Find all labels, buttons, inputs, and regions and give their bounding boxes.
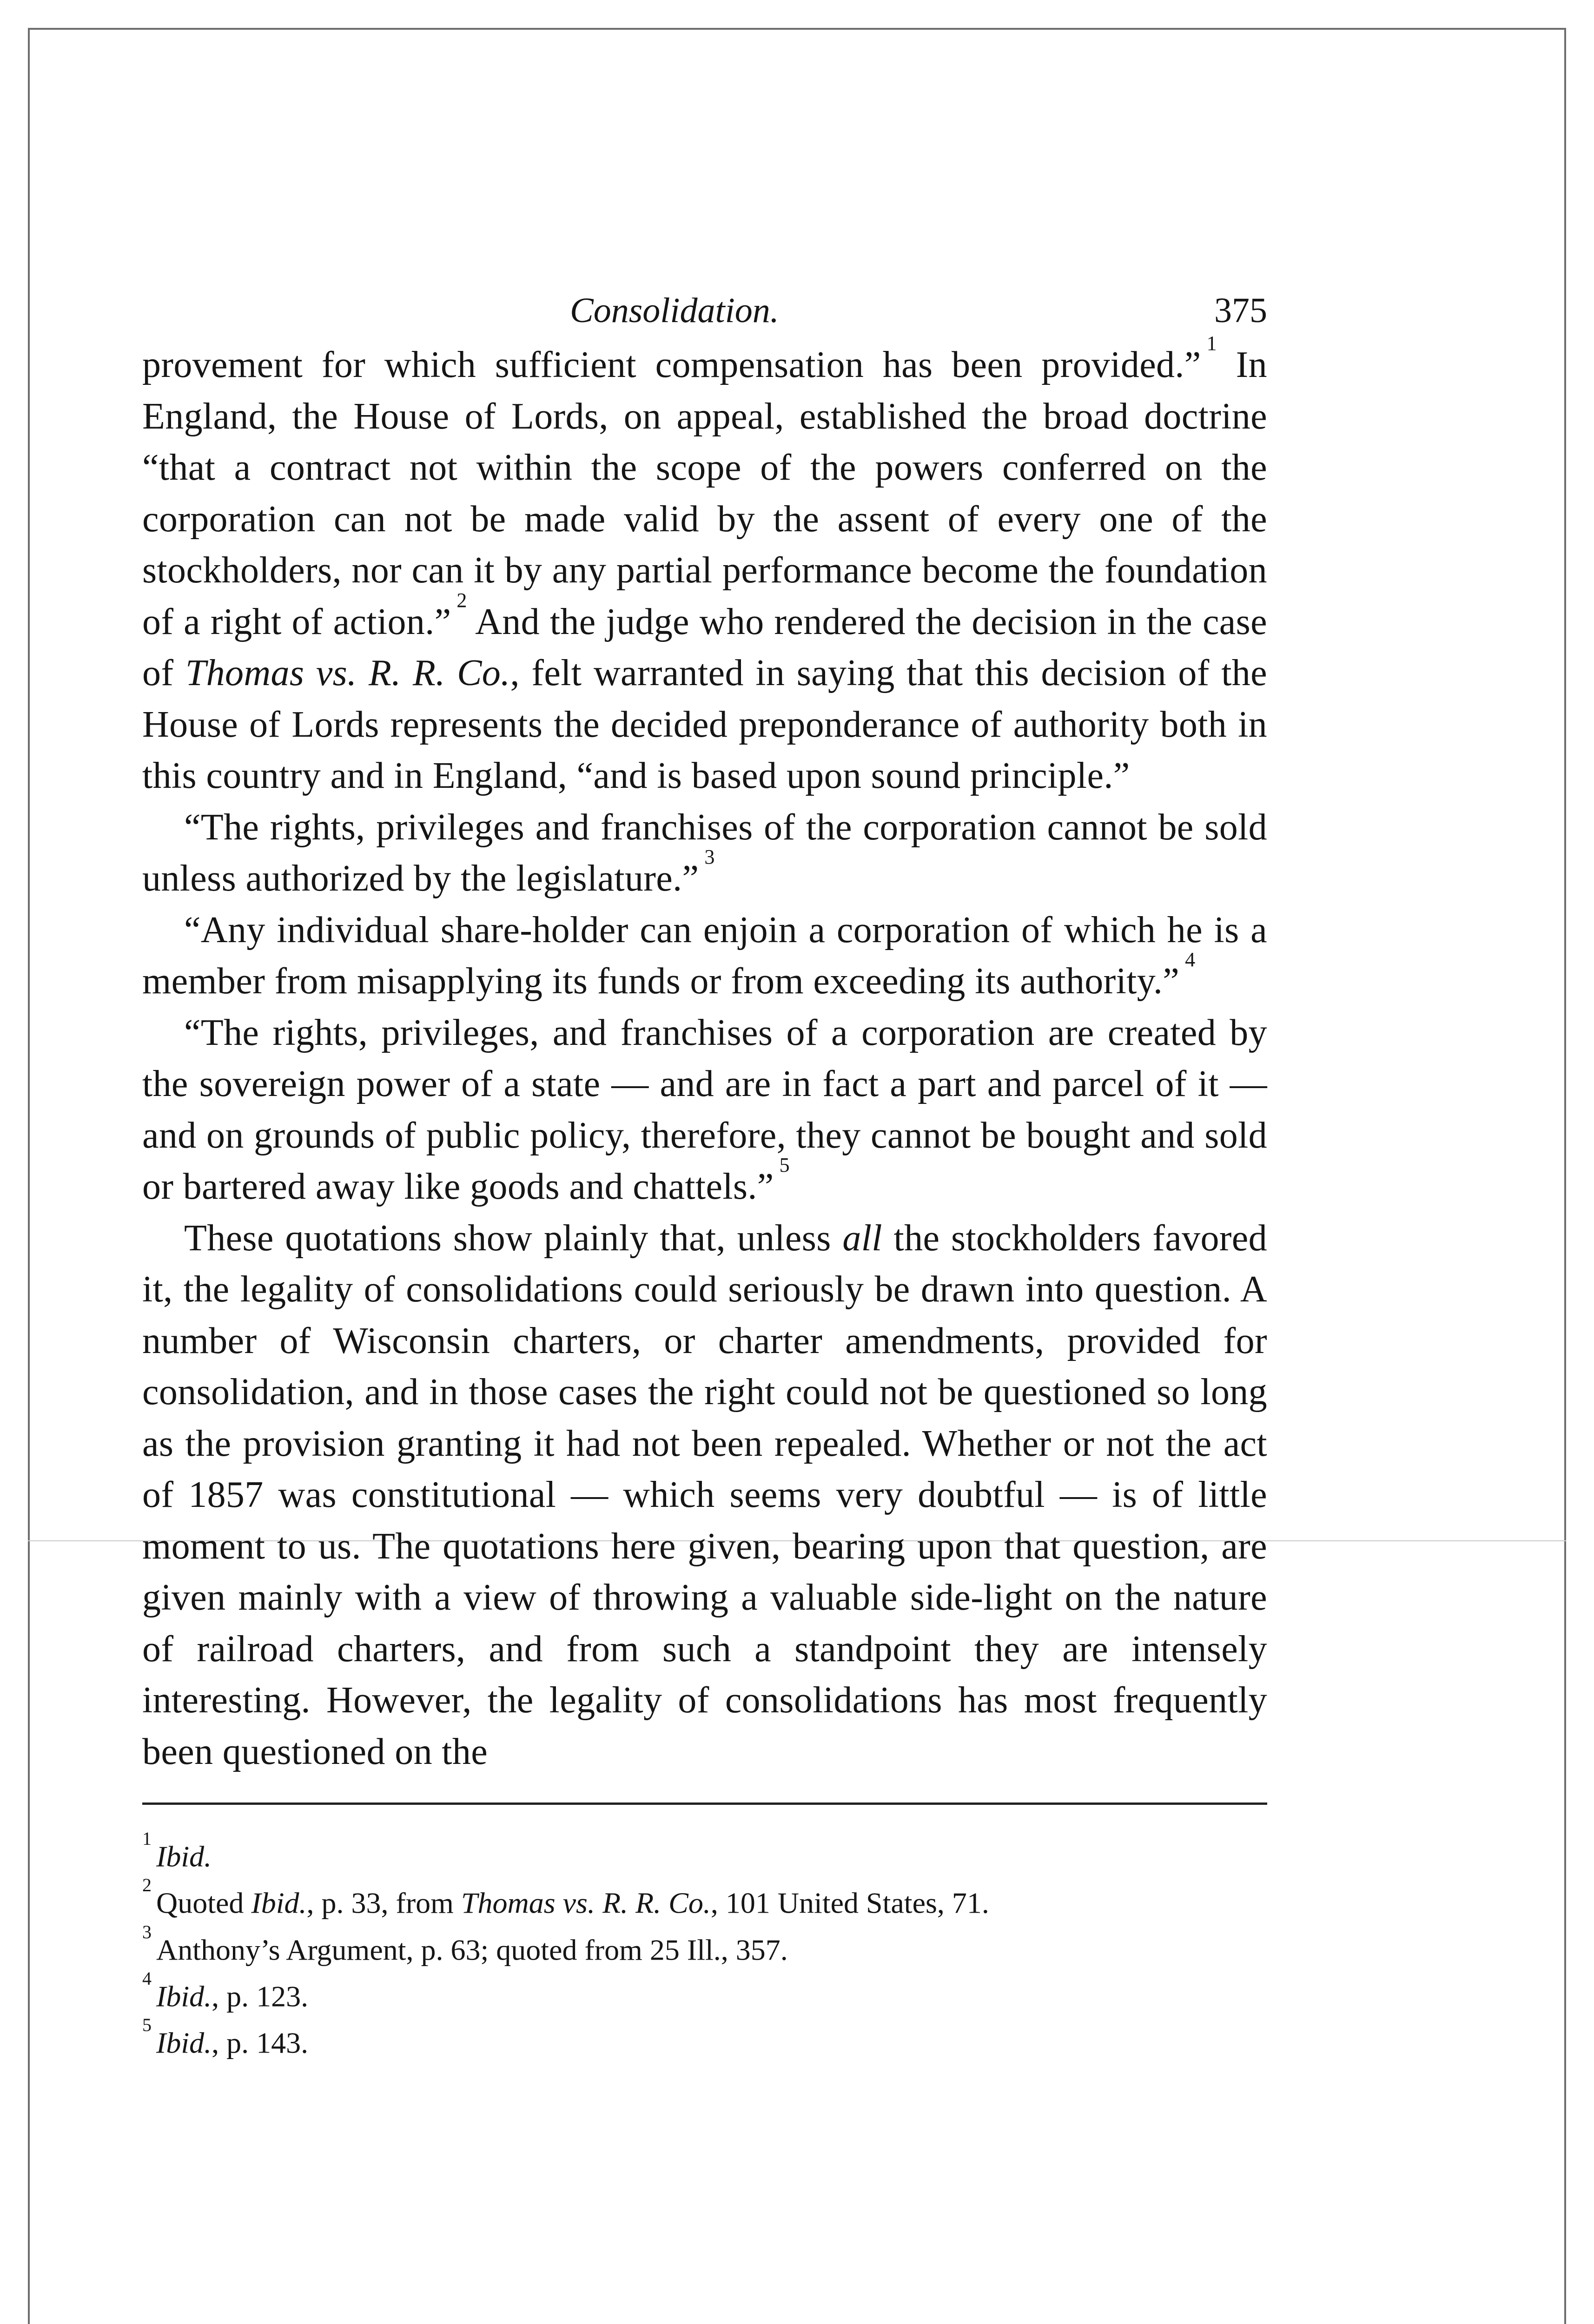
text-run: , felt warranted in saying that this decision of the House of Lords represents the decided preponderance of authority both in this country and in England, “and is based upon sound principle.” bbox=[142, 653, 1267, 796]
italic-text: Ibid. bbox=[156, 1840, 212, 1873]
text-run: These quotations show plainly that, unless bbox=[184, 1217, 843, 1259]
page-number: 375 bbox=[1214, 291, 1267, 330]
paragraph bbox=[142, 1007, 1267, 1213]
text-run: , p. 33, from bbox=[306, 1886, 461, 1920]
text-run: the stockholders favored it, the legality of consolidations could seriously be drawn into question. A number of Wisconsin charters, or charter amendments, provided for consolidation, and in those cases the right could not be questioned so long as the provision granting it had not been repealed. Whether or not the act of 1857 was constitutional — which seems very doubtful — is of little moment to us. The quotations here given, bearing upon that question, are given mainly with a view of throwing a valuable side-light on the nature of railroad charters, and from such a standpoint they are intensely interesting. However, the legality of consolidations has most frequently been questioned on the bbox=[142, 1217, 1267, 1772]
running-title: Consolidation. bbox=[570, 291, 779, 330]
footnote-separator bbox=[142, 1802, 1267, 1805]
text-run: “Any individual share-holder can enjoin a corporation of which he is a member from misapplying its funds or from exceeding its authority.” bbox=[142, 909, 1267, 1002]
italic-text: Ibid. bbox=[156, 1980, 212, 2013]
footnotes bbox=[142, 1830, 1267, 2063]
text-run: “The rights, privileges and franchises of the corporation cannot be sold unless authorized by the legislature.” bbox=[142, 806, 1267, 899]
footnote-number: 5 bbox=[142, 2014, 152, 2036]
text-run: “The rights, privileges, and franchises of a corporation are created by the sovereign power of a state — and are in fact a part and parcel of it — and on grounds of public policy, therefore, they cannot be bought and sold or bartered away like goods and chattels.” bbox=[142, 1012, 1267, 1207]
text-run: provement for which sufficient compensation has been provided.” bbox=[142, 344, 1201, 385]
footnote bbox=[142, 1967, 1267, 2016]
footnote bbox=[142, 1876, 1267, 1923]
paragraph bbox=[142, 905, 1267, 1007]
page-header bbox=[142, 284, 1267, 339]
footnote-number: 2 bbox=[142, 1875, 152, 1896]
text-run: , 101 United States, 71. bbox=[710, 1886, 989, 1920]
footnote-reference: 1 bbox=[1206, 332, 1217, 355]
text-run: , p. 143. bbox=[212, 2026, 309, 2060]
footnote bbox=[142, 1830, 1267, 1876]
paragraph bbox=[142, 802, 1267, 905]
paragraph bbox=[142, 332, 1267, 802]
footnote-number: 4 bbox=[142, 1967, 152, 1989]
footnote-reference: 3 bbox=[704, 845, 715, 869]
italic-text: Ibid. bbox=[251, 1886, 307, 1920]
italic-text: Ibid. bbox=[156, 2026, 212, 2060]
footnote bbox=[142, 1923, 1267, 1970]
body-text bbox=[142, 332, 1267, 1777]
text-run: In England, the House of Lords, on appeal, established the broad doctrine “that a contract not within the scope of the powers conferred on the corporation can not be made valid by the assent of every one of the stockholders, nor can it by any partial performance become the foundation of a right of action.” bbox=[142, 344, 1267, 642]
footnote-number: 1 bbox=[142, 1828, 152, 1849]
book-page bbox=[142, 284, 1267, 2063]
italic-text: Thomas vs. R. R. Co. bbox=[461, 1886, 711, 1920]
text-run: , p. 123. bbox=[212, 1980, 309, 2013]
footnote-number: 3 bbox=[142, 1921, 152, 1942]
text-run: Quoted bbox=[156, 1886, 251, 1920]
italic-text: all bbox=[842, 1217, 882, 1259]
footnote bbox=[142, 2016, 1267, 2063]
footnote-reference: 2 bbox=[456, 588, 467, 612]
paragraph bbox=[142, 1213, 1267, 1778]
text-run: Anthony’s Argument, p. 63; quoted from 25 Ill., 357. bbox=[156, 1933, 788, 1966]
footnote-reference: 5 bbox=[779, 1154, 790, 1177]
italic-text: Thomas vs. R. R. Co. bbox=[185, 653, 510, 693]
footnote-reference: 4 bbox=[1185, 948, 1196, 971]
text-run: And the judge who rendered the decision in the case of bbox=[142, 601, 1267, 693]
